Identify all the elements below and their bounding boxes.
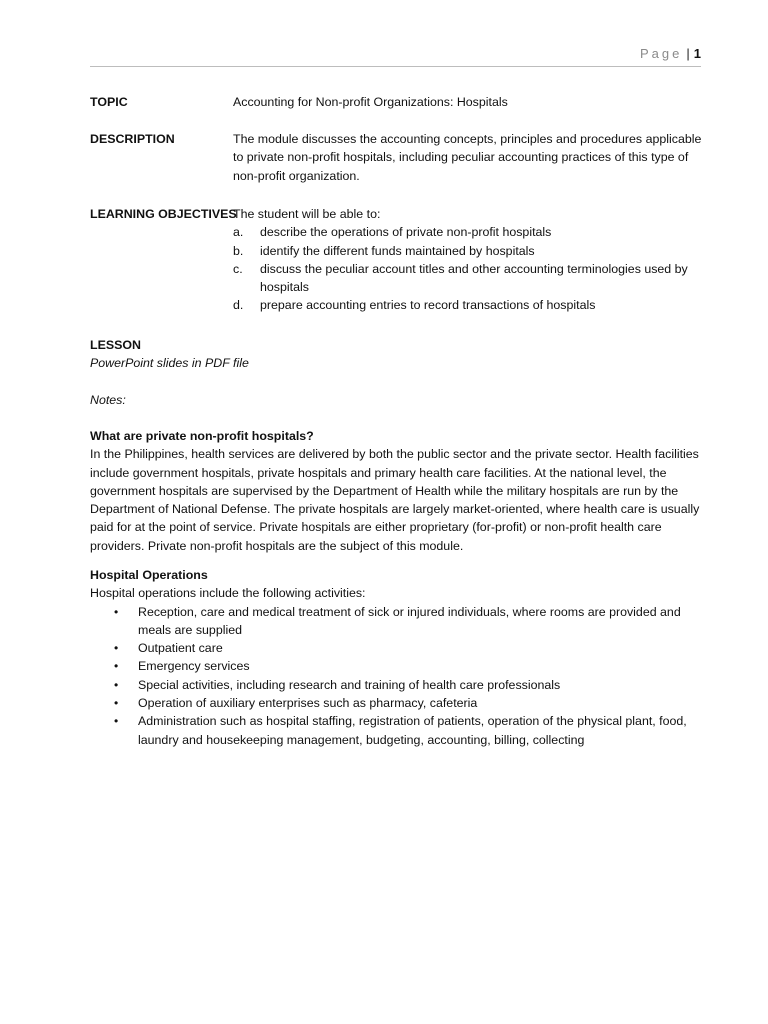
bullet-icon: •: [114, 696, 119, 711]
notes-label: Notes:: [90, 393, 126, 407]
objective-text: describe the operations of private non-profit hospitals: [260, 225, 552, 240]
operations-list: [90, 603, 704, 749]
header-rule: [90, 66, 701, 67]
objectives-label: LEARNING OBJECTIVES: [90, 207, 237, 221]
bullet-icon: •: [114, 714, 119, 729]
bullet-icon: •: [114, 604, 119, 619]
objective-item: [233, 296, 703, 314]
bullet-icon: •: [114, 659, 119, 674]
page-separator: |: [686, 46, 690, 61]
section-intro: Hospital operations include the following activities:: [90, 586, 366, 601]
objective-text: discuss the peculiar account titles and other accounting terminologies used by hospitals: [260, 261, 688, 295]
section-hospital-operations: [90, 566, 704, 749]
page-number: 1: [693, 46, 701, 61]
objectives-content: [233, 205, 703, 315]
description-value: The module discusses the accounting concepts, principles and procedures applicable to private non-profit hospitals, including peculiar accounting practices of this type of non-profit organization.: [233, 132, 702, 183]
list-item: [114, 639, 704, 657]
objective-letter: b.: [233, 243, 244, 258]
topic-label: TOPIC: [90, 95, 128, 109]
objective-text: identify the different funds maintained by hospitals: [260, 243, 535, 258]
objective-letter: c.: [233, 261, 243, 276]
objective-item: [233, 223, 703, 241]
page-word: Page: [640, 46, 683, 61]
objectives-list: [233, 223, 703, 314]
list-item-text: Outpatient care: [138, 641, 223, 656]
objective-item: [233, 242, 703, 260]
bullet-icon: •: [114, 641, 119, 656]
objective-item: [233, 260, 703, 297]
list-item-text: Special activities, including research and training of health care professionals: [138, 677, 561, 692]
list-item: [114, 657, 704, 675]
objectives-intro: The student will be able to:: [233, 207, 381, 221]
lesson-subtitle: PowerPoint slides in PDF file: [90, 356, 249, 371]
topic-value: Accounting for Non-profit Organizations: Hospitals: [233, 95, 508, 109]
list-item-text: Operation of auxiliary enterprises such as pharmacy, cafeteria: [138, 696, 478, 711]
list-item-text: Reception, care and medical treatment of sick or injured individuals, where rooms are provided and meals are supplied: [138, 604, 681, 637]
lesson-block: [90, 336, 704, 373]
objective-letter: a.: [233, 225, 244, 240]
list-item-text: Administration such as hospital staffing, registration of patients, operation of the physical plant, food, laundry and housekeeping management, budgeting, accounting, billing, collecting: [138, 714, 687, 747]
list-item: [114, 603, 704, 640]
list-item: [114, 694, 704, 712]
list-item: [114, 712, 704, 749]
objective-text: prepare accounting entries to record transactions of hospitals: [260, 298, 596, 313]
list-item: [114, 676, 704, 694]
section-private-hospitals: [90, 427, 704, 555]
bullet-icon: •: [114, 677, 119, 692]
lesson-heading: LESSON: [90, 338, 141, 352]
list-item-text: Emergency services: [138, 659, 250, 674]
page-header: [640, 45, 701, 63]
section-heading: Hospital Operations: [90, 568, 208, 582]
section-heading: What are private non-profit hospitals?: [90, 429, 314, 443]
description-label: DESCRIPTION: [90, 132, 175, 146]
objective-letter: d.: [233, 298, 244, 313]
section-body: In the Philippines, health services are delivered by both the public sector and the private sector. Health facilities include government hospitals, private hospitals and primary health care facilities. At the national level, the government hospitals are supervised by the Department of Health while the military hospitals are run by the Department of National Defense. The private hospitals are largely market-oriented, where health care is usually paid for at the point of service. Private hospitals are either proprietary (for-profit) or non-profit health care providers. Private non-profit hospitals are the subject of this module.: [90, 447, 700, 553]
